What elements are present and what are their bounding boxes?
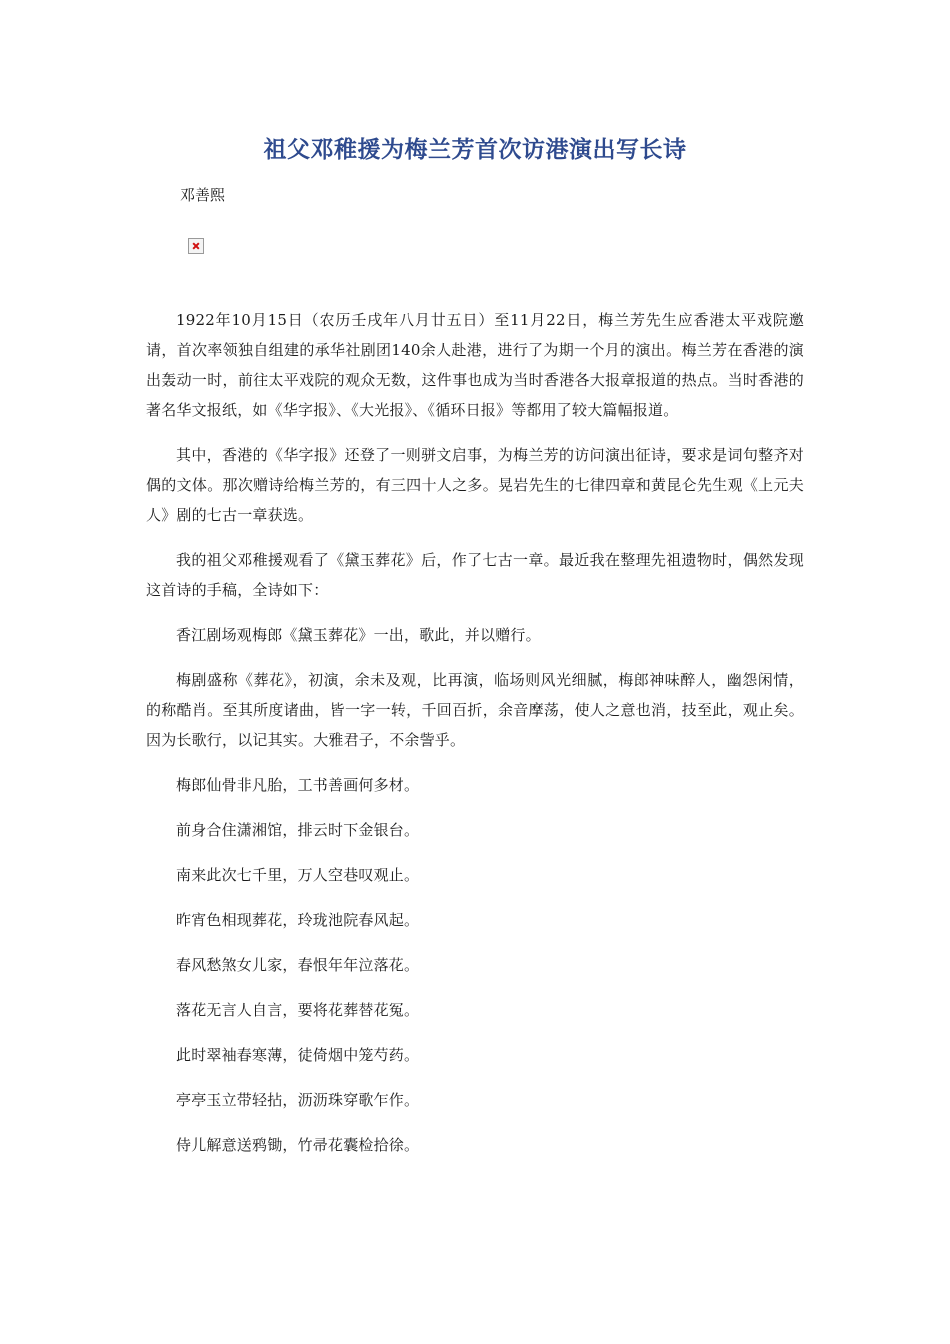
paragraph: 香江剧场观梅郎《黛玉葬花》一出，歌此，并以赠行。 bbox=[176, 626, 541, 644]
paragraph: 梅剧盛称《葬花》，初演，余未及观，比再演，临场则风光细腻，梅郎神味醉人，幽怨闲情，的称酷肖。至其所度诸曲，皆一字一转，千回百折，余音摩荡，使人之意也消，技至此，观止矣。因为长歌行，以记其实。大雅君子，不余訾乎。 bbox=[146, 671, 804, 749]
poem-line: 梅郎仙骨非凡胎，工书善画何多材。 bbox=[176, 776, 420, 794]
poem-line: 亭亭玉立带轻拈，沥沥珠穿歌乍作。 bbox=[176, 1091, 420, 1109]
poem-line: 前身合住潇湘馆，排云时下金银台。 bbox=[176, 821, 420, 839]
article-body bbox=[146, 305, 804, 1175]
poem-line: 南来此次七千里，万人空巷叹观止。 bbox=[176, 866, 420, 884]
article-title: 祖父邓稚援为梅兰芳首次访港演出写长诗 bbox=[263, 137, 687, 163]
paragraph: 我的祖父邓稚援观看了《黛玉葬花》后，作了七古一章。最近我在整理先祖遗物时，偶然发现这首诗的手稿，全诗如下： bbox=[146, 551, 804, 599]
paragraph: 1922年10月15日（农历壬戌年八月廿五日）至11月22日，梅兰芳先生应香港太平戏院邀请，首次率领独自组建的承华社剧团140余人赴港，进行了为期一个月的演出。梅兰芳在香港的演出轰动一时，前往太平戏院的观众无数，这件事也成为当时香港各大报章报道的热点。当时香港的著名华文报纸，如《华字报》、《大光报》、《循环日报》等都用了较大篇幅报道。 bbox=[146, 311, 804, 419]
poem-line: 春风愁煞女儿家，春恨年年泣落花。 bbox=[176, 956, 420, 974]
poem-line: 昨宵色相现葬花，玲珑池院春风起。 bbox=[176, 911, 420, 929]
author-name: 邓善熙 bbox=[180, 186, 226, 204]
poem-line: 落花无言人自言，要将花葬替花冤。 bbox=[176, 1001, 420, 1019]
broken-image-icon bbox=[188, 238, 204, 254]
paragraph: 其中，香港的《华字报》还登了一则骈文启事，为梅兰芳的访问演出征诗，要求是词句整齐对偶的文体。那次赠诗给梅兰芳的，有三四十人之多。晃岩先生的七律四章和黄昆仑先生观《上元夫人》剧的七古一章获选。 bbox=[146, 446, 804, 524]
poem-line: 侍儿解意送鸦锄，竹帚花囊检拾徐。 bbox=[176, 1136, 420, 1154]
poem-line: 此时翠袖春寒薄，徒倚烟中笼芍药。 bbox=[176, 1046, 420, 1064]
